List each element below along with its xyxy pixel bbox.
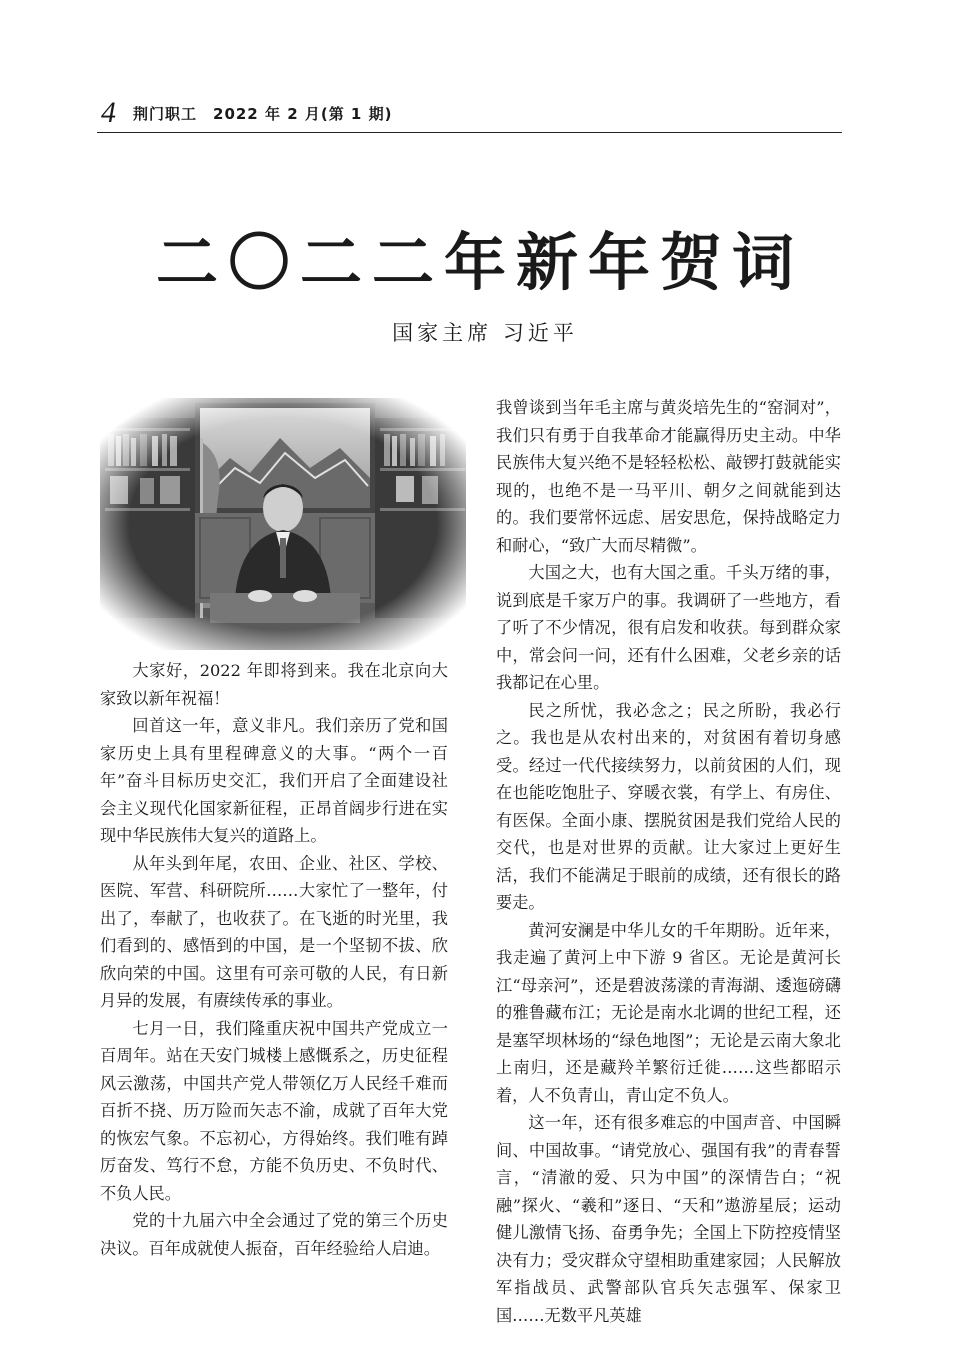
article-photo <box>100 398 466 650</box>
paragraph: 七月一日，我们隆重庆祝中国共产党成立一百周年。站在天安门城楼上感慨系之，历史征程风云激荡，中国共产党人带领亿万人民经千难而百折不挠、历万险而矢志不渝，成就了百年大党的恢宏气象。不忘初心，方得始终。我们唯有踔厉奋发、笃行不怠，方能不负历史、不负时代、不负人民。 <box>100 1018 448 1203</box>
article-author: 国家主席 习近平 <box>392 321 578 345</box>
paragraph: 大家好，2022 年即将到来。我在北京向大家致以新年祝福！ <box>100 661 448 708</box>
paragraph: 回首这一年，意义非凡。我们亲历了党和国家历史上具有里程碑意义的大事。“两个一百年”奋斗目标历史交汇，我们开启了全面建设社会主义现代化国家新征程，正昂首阔步行进在实现中华民族伟大复兴的道路上。 <box>100 716 448 845</box>
article-title: 二〇二二年新年贺词 <box>155 226 804 299</box>
paragraph: 从年头到年尾，农田、企业、社区、学校、医院、军营、科研院所……大家忙了一整年，付出了，奉献了，也收获了。在飞逝的时光里，我们看到的、感悟到的中国，是一个坚韧不拔、欣欣向荣的中国。这里有可亲可敬的人民，有日新月异的发展，有赓续传承的事业。 <box>100 853 448 1010</box>
right-column <box>496 394 841 1329</box>
paragraph: 这一年，还有很多难忘的中国声音、中国瞬间、中国故事。“请党放心、强国有我”的青春誓言，“清澈的爱、只为中国”的深情告白；“祝融”探火、“羲和”逐日、“天和”遨游星辰；运动健儿激情飞扬、奋勇争先；全国上下防控疫情坚决有力；受灾群众守望相助重建家园；人民解放军指战员、武警部队官兵矢志强军、保家卫国……无数平凡英雄 <box>496 1113 841 1325</box>
paragraph: 党的十九届六中全会通过了党的第三个历史决议。百年成就使人振奋，百年经验给人启迪。 <box>100 1211 448 1258</box>
paragraph: 黄河安澜是中华儿女的千年期盼。近年来，我走遍了黄河上中下游 9 省区。无论是黄河长江“母亲河”，还是碧波荡漾的青海湖、逶迤磅礴的雅鲁藏布江；无论是南水北调的世纪工程，还是塞罕坝林场的“绿色地图”；无论是云南大象北上南归，还是藏羚羊繁衍迁徙……这些都昭示着，人不负青山，青山定不负人。 <box>496 920 841 1105</box>
left-column <box>100 657 448 1262</box>
page-header <box>97 96 842 133</box>
page-number: 4 <box>101 96 116 129</box>
photo-illustration <box>100 398 466 650</box>
paragraph: 我曾谈到当年毛主席与黄炎培先生的“窑洞对”，我们只有勇于自我革命才能赢得历史主动。中华民族伟大复兴绝不是轻轻松松、敲锣打鼓就能实现的，也绝不是一马平川、朝夕之间就能到达的。我们要常怀远虑、居安思危，保持战略定力和耐心，“致广大而尽精微”。 <box>496 398 841 555</box>
publication-info: 荆门职工 2022 年 2 月(第 1 期) <box>133 105 393 123</box>
paragraph: 大国之大，也有大国之重。千头万绪的事，说到底是千家万户的事。我调研了一些地方，看了听了不少情况，很有启发和收获。每到群众家中，常会问一问，还有什么困难，父老乡亲的话我都记在心里。 <box>496 563 841 692</box>
paragraph: 民之所忧，我必念之；民之所盼，我必行之。我也是从农村出来的，对贫困有着切身感受。经过一代代接续努力，以前贫困的人们，现在也能吃饱肚子、穿暖衣裳，有学上、有房住、有医保。全面小康、摆脱贫困是我们党给人民的交代，也是对世界的贡献。让大家过上更好生活，我们不能满足于眼前的成绩，还有很长的路要走。 <box>496 700 841 912</box>
